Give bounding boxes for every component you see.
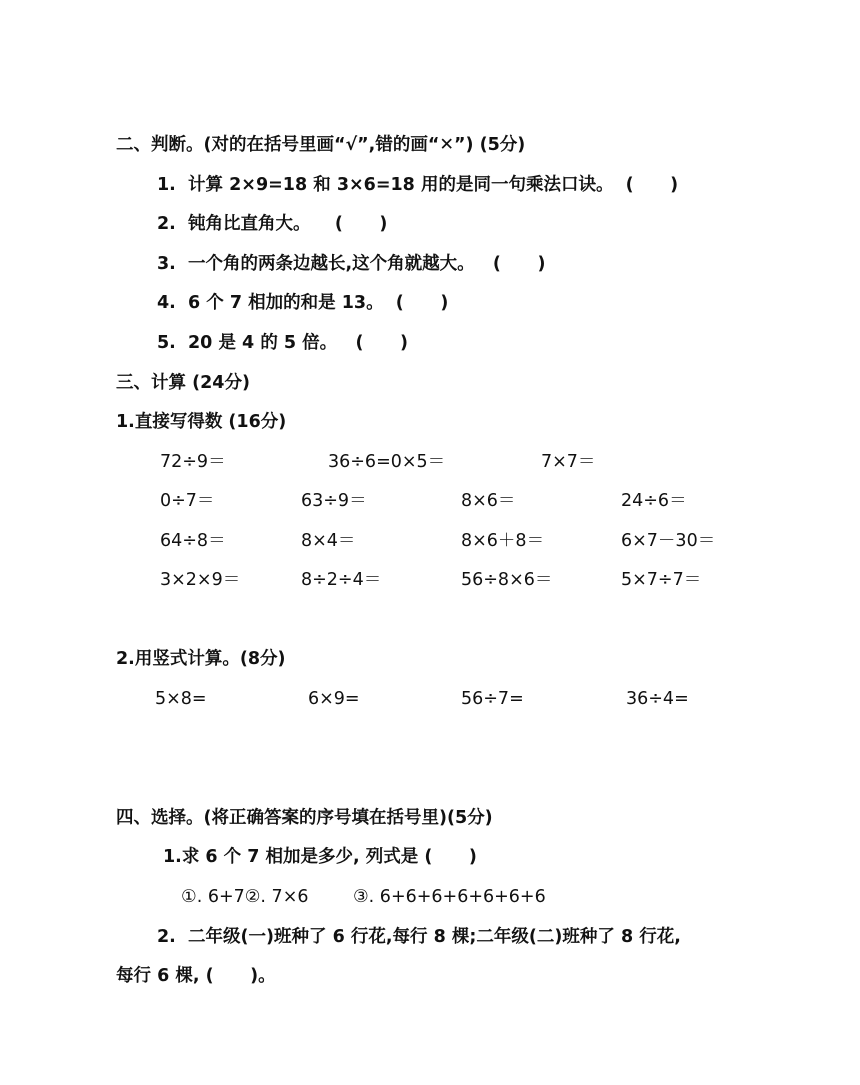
choice-question-1: 1.求 6 个 7 相加是多少, 列式是 ( ) — [163, 847, 477, 867]
oral-calc: 72÷9＝ — [160, 452, 226, 472]
vertical-calc: 5×8= — [155, 689, 207, 709]
vertical-calc: 56÷7= — [461, 689, 524, 709]
oral-calc: 0÷7＝ — [160, 491, 215, 511]
choice-question-2-line1: 2. 二年级(一)班种了 6 行花,每行 8 棵;二年级(二)班种了 8 行花, — [157, 927, 681, 947]
section4-heading: 四、选择。(将正确答案的序号填在括号里)(5分) — [116, 808, 493, 828]
oral-calc: 8×6＝ — [461, 491, 516, 511]
choice-options-1: ①. 6+7②. 7×6 ③. 6+6+6+6+6+6+6 — [181, 887, 546, 907]
oral-calc: 6×7－30＝ — [621, 531, 716, 551]
judge-item-3: 3. 一个角的两条边越长,这个角就越大。 ( ) — [157, 254, 546, 274]
part1-title: 1.直接写得数 (16分) — [116, 412, 287, 432]
oral-calc: 8×6＋8＝ — [461, 531, 545, 551]
oral-calc: 8÷2÷4＝ — [301, 570, 382, 590]
judge-item-5: 5. 20 是 4 的 5 倍。 ( ) — [157, 333, 409, 353]
judge-item-2: 2. 钝角比直角大。 ( ) — [157, 214, 388, 234]
oral-calc: 24÷6＝ — [621, 491, 687, 511]
judge-item-1: 1. 计算 2×9=18 和 3×6=18 用的是同一句乘法口诀。 ( ) — [157, 175, 679, 195]
vertical-calc: 36÷4= — [626, 689, 689, 709]
section3-heading: 三、计算 (24分) — [116, 373, 250, 393]
oral-calc: 7×7＝ — [541, 452, 596, 472]
judge-item-4: 4. 6 个 7 相加的和是 13。 ( ) — [157, 293, 449, 313]
oral-calc: 64÷8＝ — [160, 531, 226, 551]
oral-calc: 56÷8×6＝ — [461, 570, 553, 590]
oral-calc: 5×7÷7＝ — [621, 570, 702, 590]
oral-calc: 3×2×9＝ — [160, 570, 241, 590]
oral-calc: 36÷6=0×5＝ — [328, 452, 446, 472]
section2-heading: 二、判断。(对的在括号里画“√”,错的画“✕”) (5分) — [116, 135, 526, 155]
vertical-calc: 6×9= — [308, 689, 360, 709]
oral-calc: 8×4＝ — [301, 531, 356, 551]
part2-title: 2.用竖式计算。(8分) — [116, 649, 286, 669]
choice-question-2-line2: 每行 6 棵, ( )。 — [116, 966, 276, 986]
oral-calc: 63÷9＝ — [301, 491, 367, 511]
